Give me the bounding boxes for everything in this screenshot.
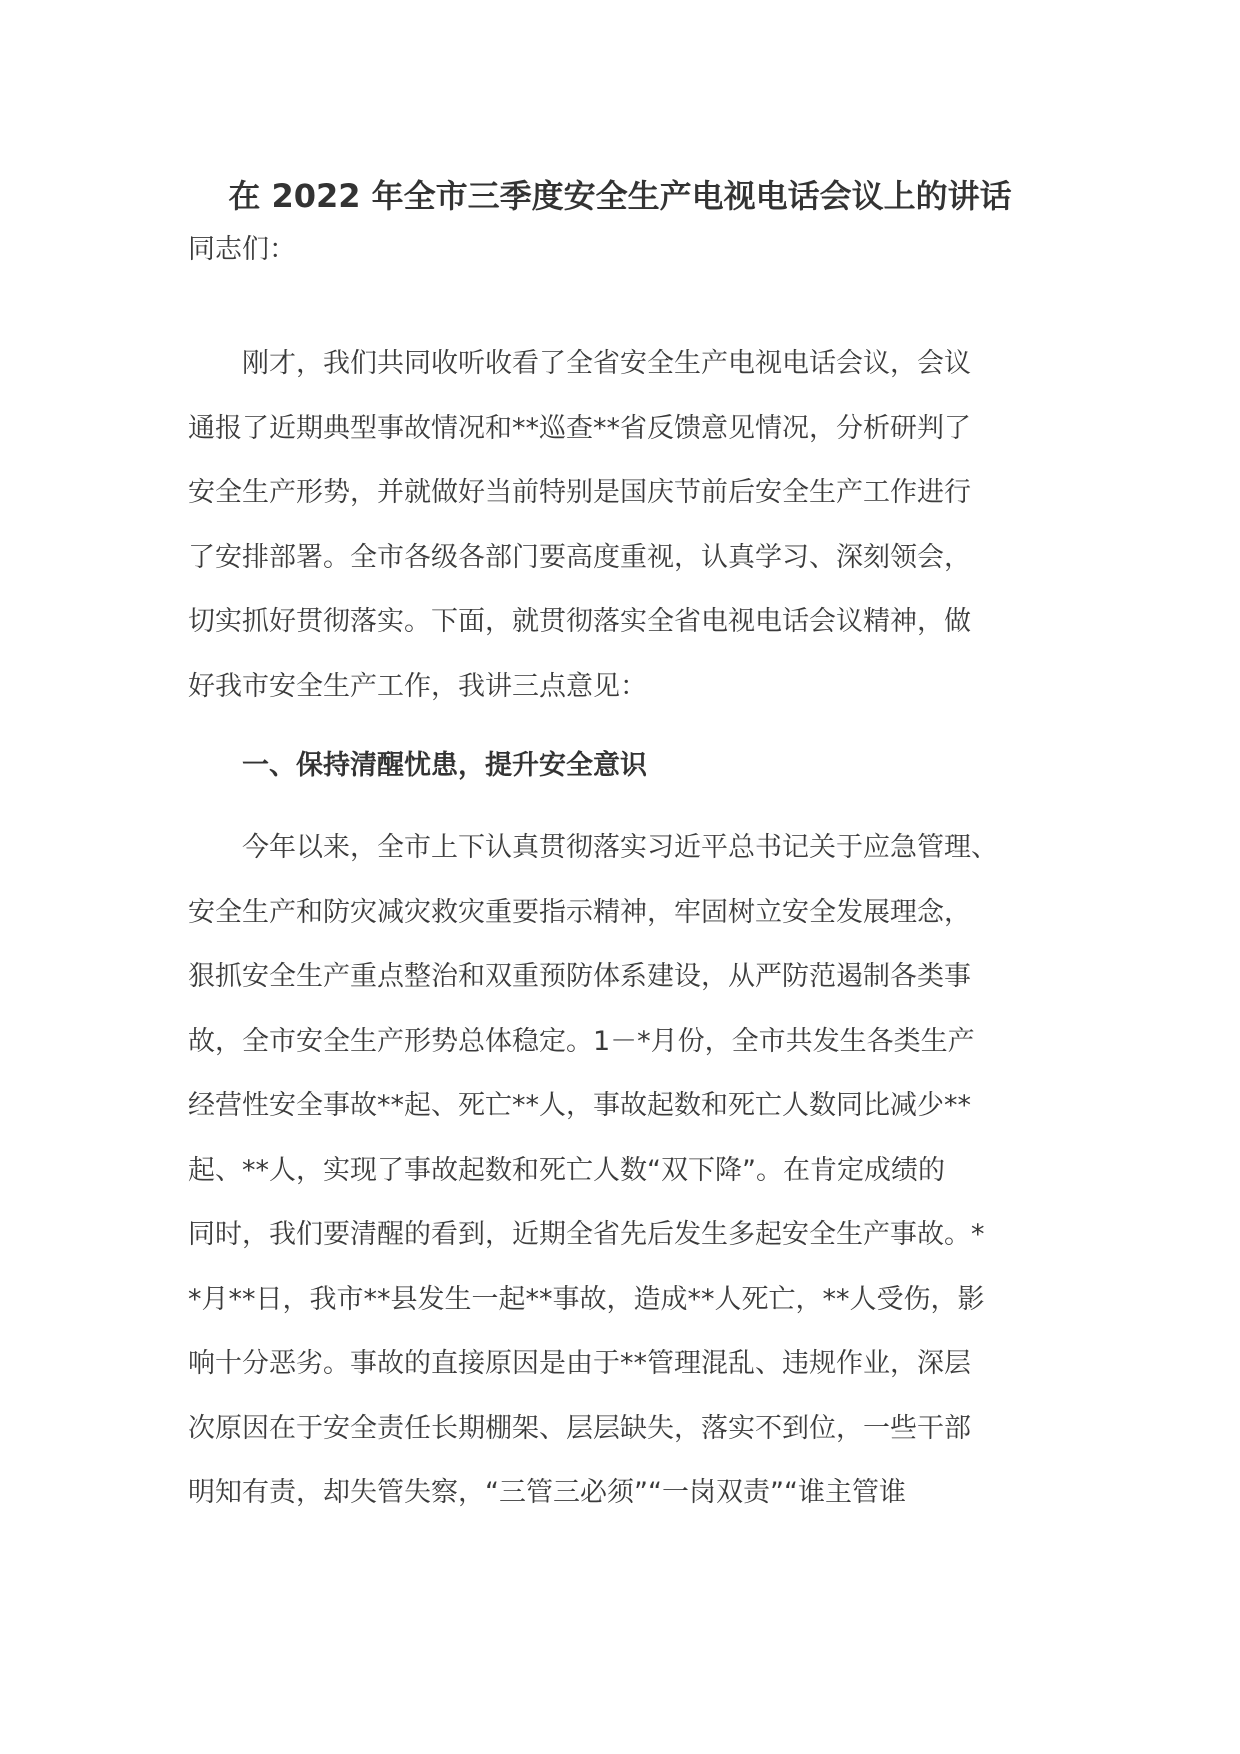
- paragraph-section-one: [188, 816, 1068, 1526]
- paragraph-line: 了安排部署。全市各级各部门要高度重视，认真学习、深刻领会，: [188, 541, 971, 573]
- paragraph-line: 故，全市安全生产形势总体稳定。1－*月份，全市共发生各类生产: [188, 1025, 975, 1057]
- paragraph-line: 次原因在于安全责任长期棚架、层层缺失，落实不到位，一些干部: [188, 1412, 971, 1444]
- section-heading: 一、保持清醒忧患，提升安全意识: [242, 750, 647, 781]
- paragraph-line: 安全生产和防灾减灾救灾重要指示精神，牢固树立安全发展理念，: [188, 896, 971, 928]
- paragraph-line: 刚才，我们共同收听收看了全省安全生产电视电话会议，会议: [242, 348, 971, 379]
- paragraph-line: 好我市安全生产工作，我讲三点意见：: [188, 670, 647, 702]
- paragraph-line: 通报了近期典型事故情况和**巡查**省反馈意见情况，分析研判了: [188, 412, 971, 444]
- paragraph-line: 安全生产形势，并就做好当前特别是国庆节前后安全生产工作进行: [188, 477, 971, 508]
- paragraph-line: 经营性安全事故**起、死亡**人，事故起数和死亡人数同比减少**: [188, 1090, 971, 1121]
- document-title: 在 2022 年全市三季度安全生产电视电话会议上的讲话: [228, 177, 1012, 215]
- paragraph-line: 响十分恶劣。事故的直接原因是由于**管理混乱、违规作业，深层: [188, 1348, 971, 1379]
- paragraph-line: 明知有责，却失管失察，“三管三必须”“一岗双责”“谁主管谁: [188, 1477, 906, 1508]
- paragraph-line: 今年以来，全市上下认真贯彻落实习近平总书记关于应急管理、: [242, 832, 998, 863]
- paragraph-line: 同时，我们要清醒的看到，近期全省先后发生多起安全生产事故。*: [188, 1219, 985, 1250]
- paragraph-line: 起、**人，实现了事故起数和死亡人数“双下降”。在肯定成绩的: [188, 1154, 945, 1186]
- paragraph-line: *月**日，我市**县发生一起**事故，造成**人死亡，**人受伤，影: [188, 1283, 985, 1315]
- paragraph-intro: [188, 332, 1068, 719]
- paragraph-line: 狠抓安全生产重点整治和双重预防体系建设，从严防范遏制各类事: [188, 961, 971, 992]
- salutation: 同志们：: [188, 234, 296, 265]
- paragraph-line: 切实抓好贯彻落实。下面，就贯彻落实全省电视电话会议精神，做: [188, 606, 971, 637]
